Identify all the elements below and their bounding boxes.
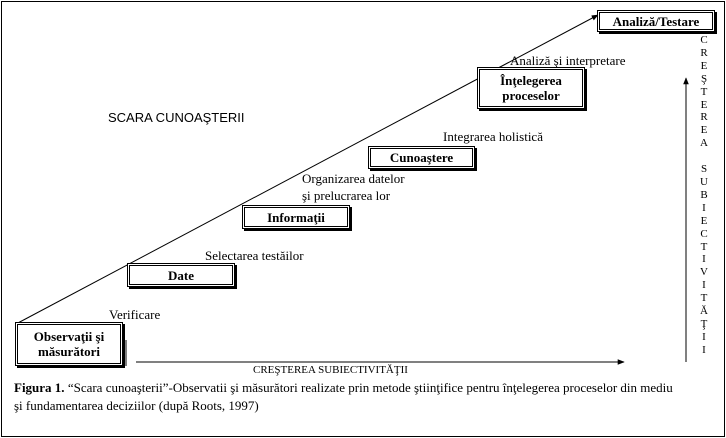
diagram-title: SCARA CUNOAŞTERII <box>108 110 245 125</box>
transition-verificare: Verificare <box>109 307 161 322</box>
step-informatii: Informaţii <box>242 205 350 229</box>
step-observatii: Observaţii şi măsurători <box>15 322 123 366</box>
transition-organizare: Organizarea datelor şi prelucrarea lor <box>302 171 405 203</box>
step-cunoastere: Cunoaştere <box>368 146 475 169</box>
transition-analiza: Analiză şi interpretare <box>510 53 626 68</box>
caption-text: “Scara cunoaşterii”-Observatii şi măsurători realizate prin metode ştiinţifice pentru înţelegerea proceselor din mediu şi fundamentarea deciziilor (după Roots, 1997) <box>14 380 673 413</box>
step-intelegerea: Înţelegerea proceselor <box>477 67 585 109</box>
step-analiza-testare: Analiză/Testare <box>597 10 715 32</box>
figure-caption <box>14 379 684 415</box>
horizontal-axis-label: CREŞTEREA SUBIECTIVITĂŢII <box>253 364 408 376</box>
transition-selectare: Selectarea testăilor <box>205 248 304 263</box>
vertical-axis-label: C R E Ş T E R E A S U B I E C T I V I T Ă Ţ I I <box>700 34 708 356</box>
transition-integrare: Integrarea holistică <box>443 129 543 144</box>
caption-label: Figura 1. <box>14 380 65 395</box>
step-date: Date <box>127 263 235 287</box>
